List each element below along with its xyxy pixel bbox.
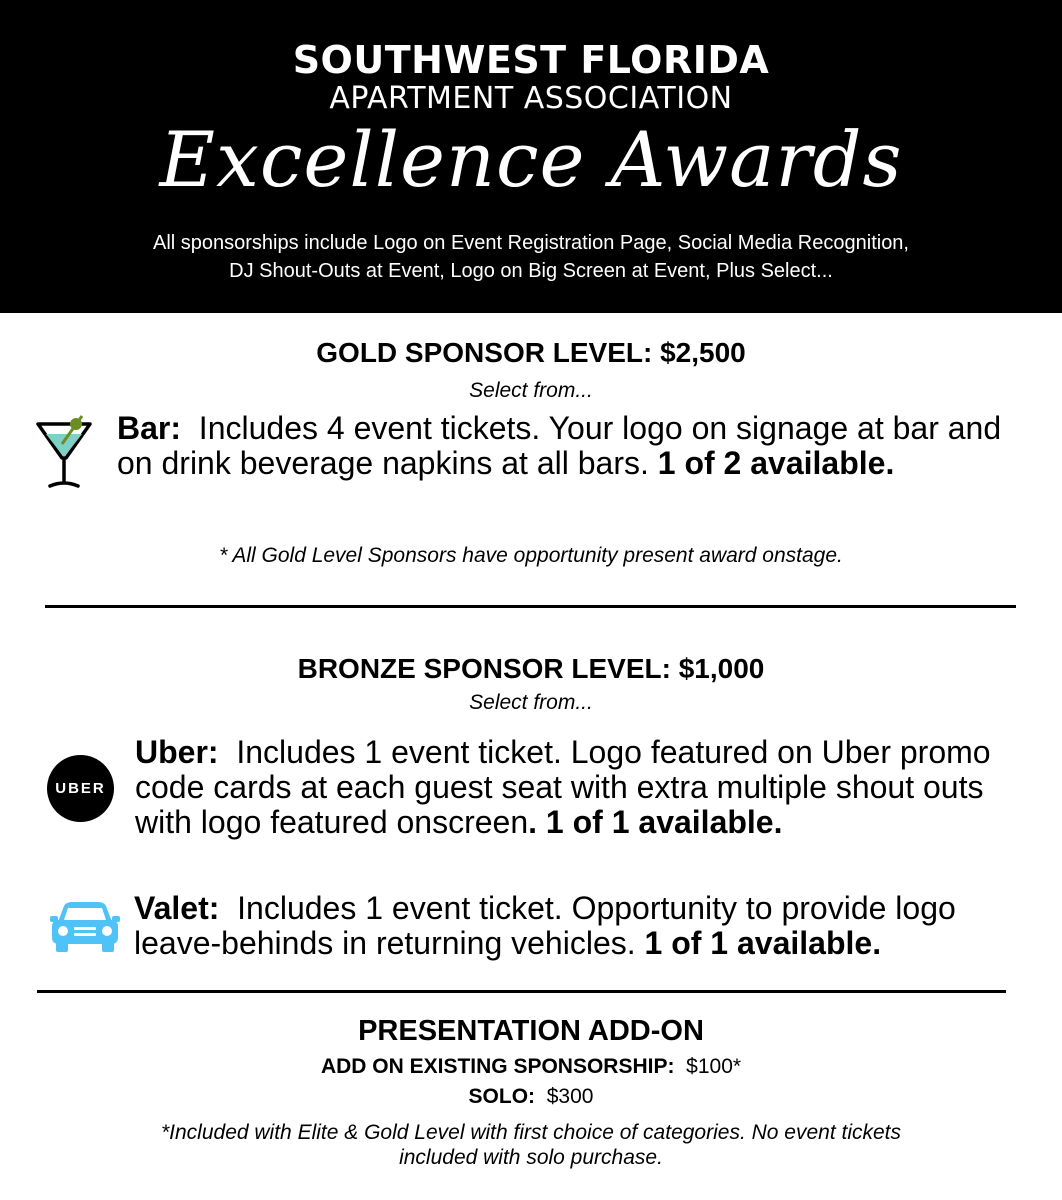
presentation-addon-title: PRESENTATION ADD-ON: [358, 1015, 704, 1047]
bar-sponsorship-item: [117, 411, 1022, 481]
uber-item-name: Uber:: [135, 734, 219, 770]
event-title: Excellence Awards: [159, 115, 903, 204]
bronze-level-title: BRONZE SPONSOR LEVEL: $1,000: [297, 653, 765, 684]
addon-solo-label: SOLO:: [468, 1085, 536, 1108]
bar-item-description: Includes 4 event tickets. Your logo on signage at bar and on drink beverage napkins at all bars.: [117, 410, 1002, 481]
car-icon: [50, 900, 120, 954]
uber-logo-text: UBER: [55, 780, 106, 797]
uber-item-description: Includes 1 event ticket. Logo featured on Uber promo code cards at each guest seat with extra multiple shout outs with logo featured onscreen: [135, 734, 991, 840]
valet-item-description: Includes 1 event ticket. Opportunity to provide logo leave-behinds in returning vehicles.: [134, 890, 956, 961]
sponsorship-includes-note: [60, 229, 1002, 285]
bronze-select-from: Select from...: [469, 691, 593, 714]
valet-item-name: Valet:: [134, 890, 220, 926]
valet-sponsorship-item: [134, 891, 1034, 961]
bar-item-availability: 1 of 2 available.: [657, 445, 895, 481]
org-name-line1: SOUTHWEST FLORIDA: [292, 38, 770, 82]
uber-item-availability: . 1 of 1 available.: [528, 804, 783, 840]
gold-select-from: Select from...: [469, 379, 593, 402]
addon-existing-label: ADD ON EXISTING SPONSORSHIP:: [320, 1055, 675, 1078]
addon-solo-line: [0, 1083, 1062, 1111]
addon-footnote-line1: *Included with Elite & Gold Level with first choice of categories. No event tickets: [160, 1121, 902, 1144]
addon-solo-price: $300: [546, 1085, 594, 1108]
gold-level-note: * All Gold Level Sponsors have opportunity present award onstage.: [219, 544, 843, 567]
section-divider: [37, 990, 1006, 993]
uber-sponsorship-item: [135, 735, 1035, 840]
addon-footnote-line2: included with solo purchase.: [399, 1146, 663, 1169]
sponsorship-includes-line2: DJ Shout-Outs at Event, Logo on Big Screen at Event, Plus Select...: [229, 260, 833, 282]
sponsorship-includes-line1: All sponsorships include Logo on Event Registration Page, Social Media Recognition,: [152, 232, 909, 254]
addon-footnote: [0, 1120, 1062, 1170]
valet-item-availability: 1 of 1 available.: [644, 925, 882, 961]
addon-existing-line: [0, 1053, 1062, 1081]
header-banner: [0, 0, 1062, 313]
martini-icon: [32, 412, 96, 492]
gold-level-title: GOLD SPONSOR LEVEL: $2,500: [316, 337, 746, 368]
org-name-line2: APARTMENT ASSOCIATION: [329, 81, 733, 116]
section-divider: [45, 605, 1016, 608]
uber-logo-icon: [47, 755, 114, 822]
bar-item-name: Bar:: [117, 410, 182, 446]
addon-existing-price: $100*: [686, 1055, 742, 1078]
